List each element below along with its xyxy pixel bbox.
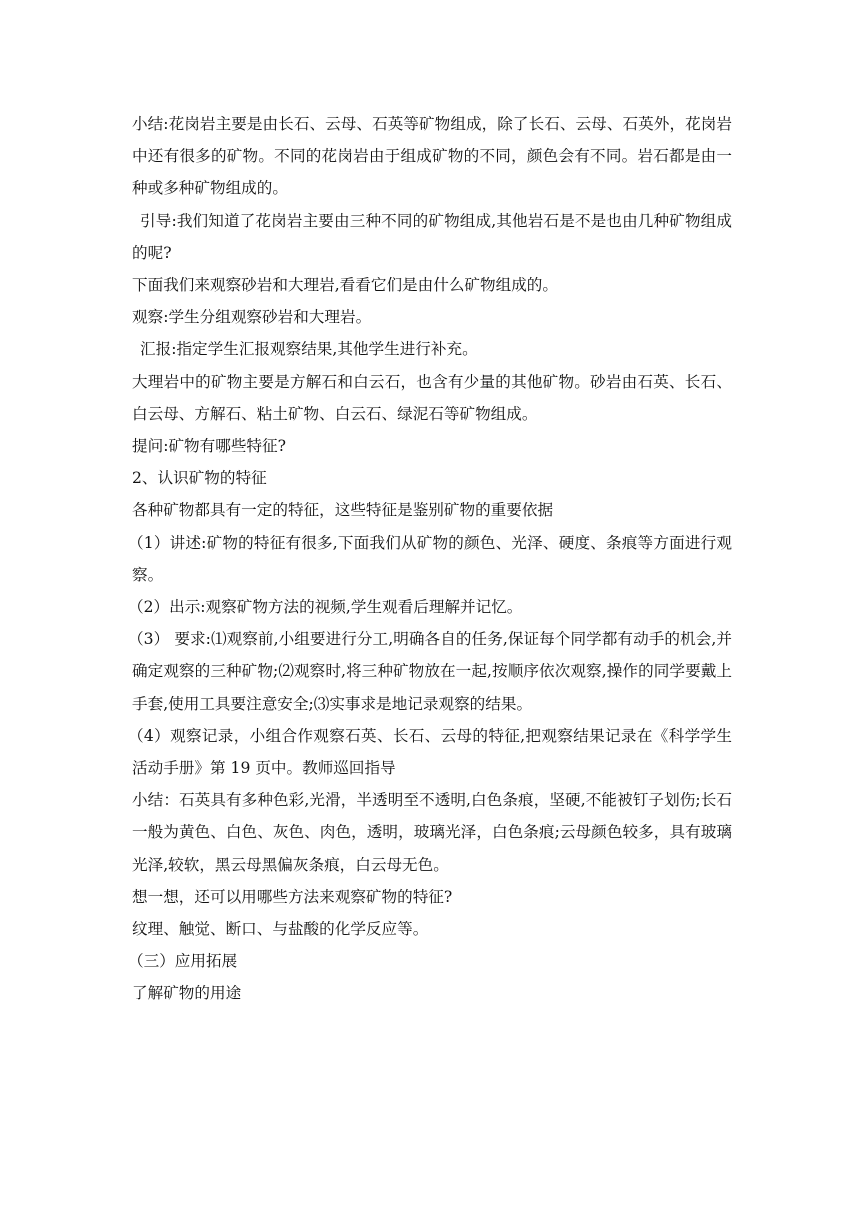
paragraph-marble-sandstone: 大理岩中的矿物主要是方解石和白云石，也含有少量的其他矿物。砂岩由石英、长石、白云母、方解石、粘土矿物、白云石、绿泥石等矿物组成。 — [132, 372, 732, 423]
section-heading-mineral-features: 2、认识矿物的特征 — [132, 469, 267, 488]
paragraph-step-2: （2）出示:观察矿物方法的视频,学生观看后理解并记忆。 — [128, 598, 523, 617]
paragraph-step-1: （1）讲述:矿物的特征有很多,下面我们从矿物的颜色、光泽、硬度、条痕等方面进行观察。 — [128, 533, 732, 584]
document-body — [128, 108, 732, 1010]
section-heading-application: （三）应用拓展 — [128, 952, 238, 971]
paragraph-summary-minerals: 小结：石英具有多种色彩,光滑，半透明至不透明,白色条痕，坚硬,不能被钉子划伤;长石一般为黄色、白色、灰色、肉色，透明，玻璃光泽，白色条痕;云母颜色较多，具有玻璃光泽,较软，黑云母黑偏灰条痕，白云母无色。 — [132, 791, 732, 874]
paragraph-features-basis: 各种矿物都具有一定的特征，这些特征是鉴别矿物的重要依据 — [132, 501, 554, 520]
paragraph-observe-intro: 下面我们来观察砂岩和大理岩,看看它们是由什么矿物组成的。 — [132, 276, 558, 295]
paragraph-summary-granite: 小结:花岗岩主要是由长石、云母、石英等矿物组成，除了长石、云母、石英外，花岗岩中还有很多的矿物。不同的花岗岩由于组成矿物的不同，颜色会有不同。岩石都是由一种或多种矿物组成的。 — [132, 115, 732, 198]
paragraph-observe: 观察:学生分组观察砂岩和大理岩。 — [132, 308, 372, 327]
paragraph-uses: 了解矿物的用途 — [132, 984, 242, 1003]
paragraph-step-3: （3） 要求:⑴观察前,小组要进行分工,明确各自的任务,保证每个同学都有动手的机会,并确定观察的三种矿物;⑵观察时,将三种矿物放在一起,按顺序依次观察,操作的同学要戴上手套,使用工具要注意安全;⑶实事求是地记录观察的结果。 — [128, 630, 732, 713]
paragraph-step-4: （4）观察记录，小组合作观察石英、长石、云母的特征,把观察结果记录在《科学学生活动手册》第 19 页中。教师巡回指导 — [128, 726, 732, 778]
paragraph-methods: 纹理、触觉、断口、与盐酸的化学反应等。 — [132, 920, 429, 939]
paragraph-report: 汇报:指定学生汇报观察结果,其他学生进行补充。 — [140, 340, 478, 359]
paragraph-question: 提问:矿物有哪些特征? — [132, 437, 286, 456]
paragraph-think: 想一想，还可以用哪些方法来观察矿物的特征? — [132, 887, 453, 906]
paragraph-guide: 引导:我们知道了花岗岩主要由三种不同的矿物组成,其他岩石是不是也由几种矿物组成的呢? — [132, 211, 732, 262]
